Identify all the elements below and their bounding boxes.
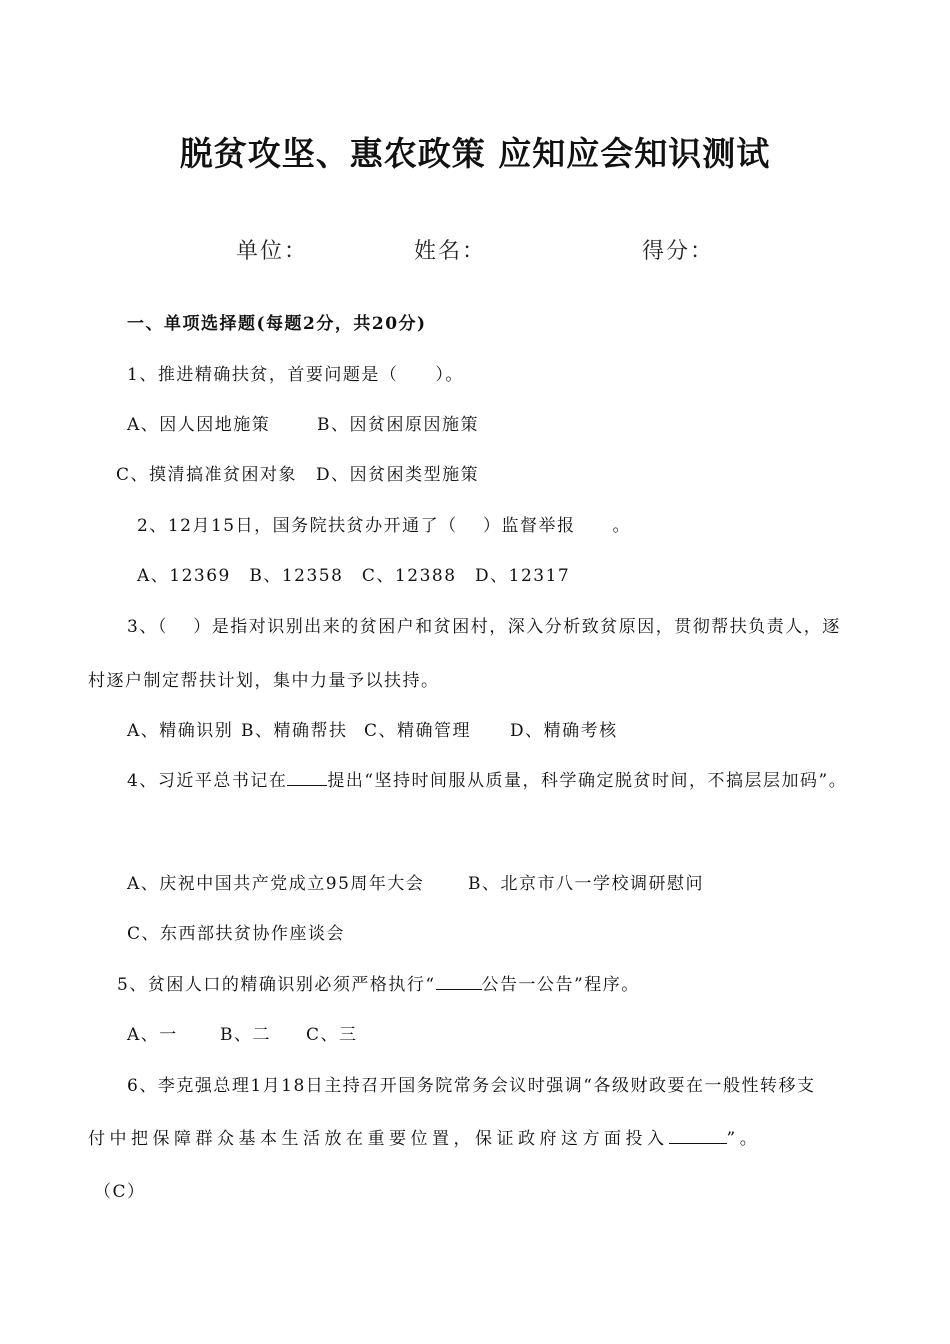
question-5-option-a: A、一 [127,1025,178,1045]
question-6-stem-line1: 6、李克强总理1月18日主持召开国务院常务会议时强调“各级财政要在一般性转移支 [127,1076,816,1096]
question-6-stem-start: 付中把保障群众基本生活放在重要位置，保证政府这方面投入 [88,1129,669,1149]
question-5-blank [436,975,482,990]
question-4-stem-end: 提出“坚持时间服从质量，科学确定脱贫时间，不搞层层加码”。 [327,771,848,791]
question-4-stem-start: 4、习近平总书记在 [127,771,288,791]
question-1-option-a: A、因人因地施策 [127,415,271,435]
question-5-stem [117,970,640,995]
question-3-stem-line1: 3、（ ）是指对识别出来的贫困户和贫困村，深入分析致贫原因，贯彻帮扶负责人，逐 [127,617,841,637]
unit-field-label: 单位： [236,239,309,264]
question-3-option-a: A、精确识别 [127,721,234,741]
question-6-answer: （C） [94,1182,146,1202]
question-4-blank [287,771,327,786]
question-2-stem: 2、12月15日，国务院扶贫办开通了（ ）监督举报 。 [137,516,631,536]
question-1-option-c: C、摸清搞准贫困对象 [116,465,298,485]
question-2-options: A、12369 B、12358 C、12388 D、12317 [137,566,571,586]
question-3-option-d: D、精确考核 [510,721,618,741]
question-5-option-b: B、二 [220,1025,271,1045]
question-4-stem [127,766,847,791]
question-3-stem-line2: 村逐户制定帮扶计划，集中力量予以扶持。 [88,671,440,691]
question-4-option-b: B、北京市八一学校调研慰问 [468,874,704,894]
page-title: 脱贫攻坚、惠农政策 应知应会知识测试 [179,134,771,173]
question-6-stem-line2 [88,1124,761,1149]
question-6-stem-end: ”。 [726,1129,762,1149]
question-3-option-b: B、精确帮扶 [241,721,348,741]
question-5-option-c: C、三 [306,1025,358,1045]
question-4-option-c: C、东西部扶贫协作座谈会 [127,924,346,944]
question-6-blank [669,1129,727,1144]
question-5-stem-start: 5、贫困人口的精确识别必须严格执行“ [117,975,436,995]
question-1-stem: 1、推进精确扶贫，首要问题是（ ）。 [127,365,464,385]
score-field-label: 得分： [642,239,715,264]
question-1-option-b: B、因贫困原因施策 [317,415,479,435]
section-heading: 一、单项选择题(每题2分，共20分) [127,314,427,334]
question-3-option-c: C、精确管理 [364,721,472,741]
name-field-label: 姓名： [414,239,487,264]
question-1-option-d: D、因贫困类型施策 [316,465,480,485]
question-4-option-a: A、庆祝中国共产党成立95周年大会 [127,874,425,894]
question-5-stem-end: 公告一公告”程序。 [481,975,640,995]
